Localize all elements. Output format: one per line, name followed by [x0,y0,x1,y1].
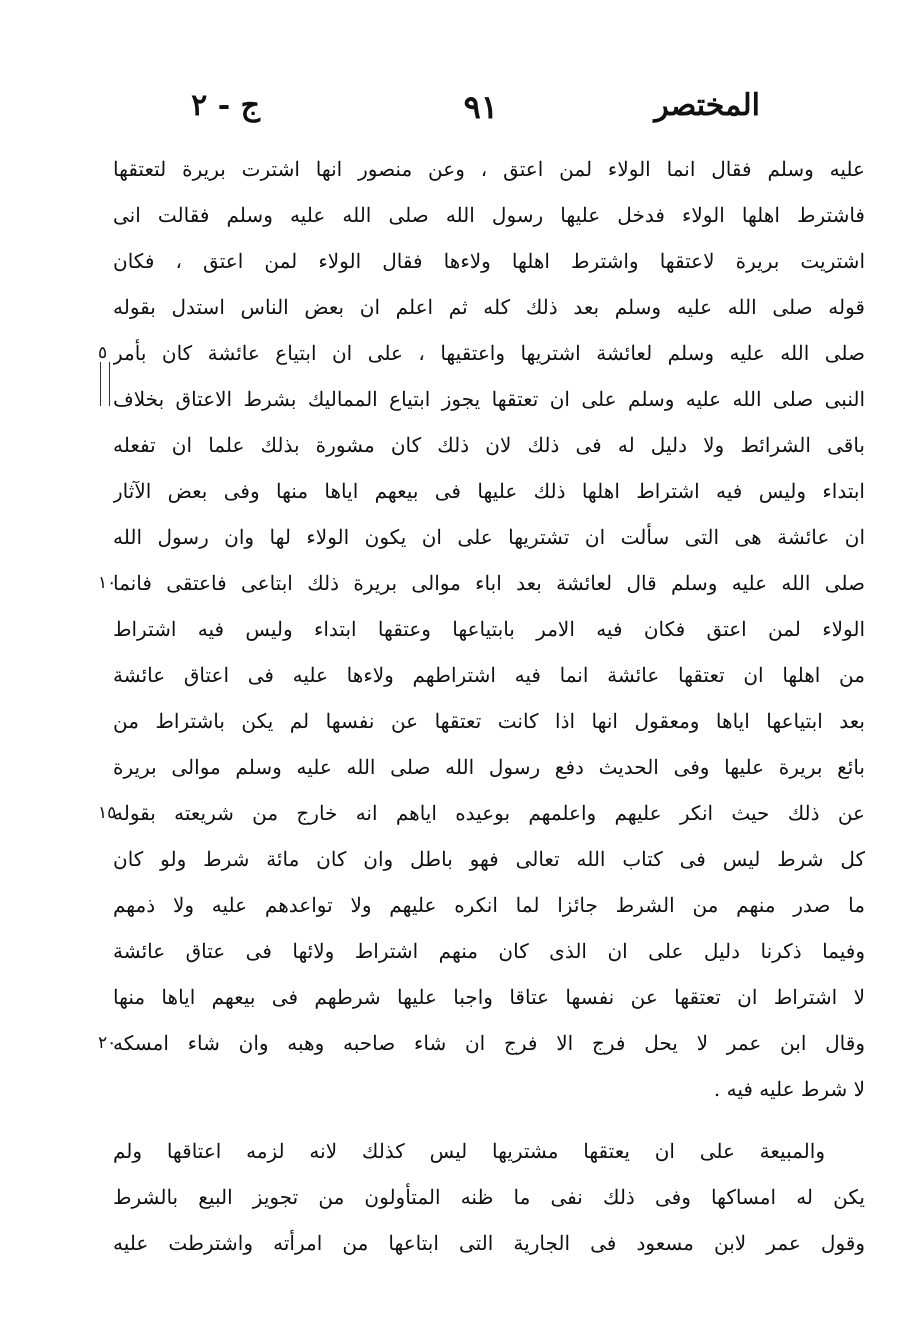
text-line: لا شرط عليه فيه . [713,1077,865,1101]
page-number: ٩١ [463,88,498,126]
line-number: ١٥ [98,803,117,823]
text-line: الولاء لمن اعتق فكان فيه الامر بابتياعها وعتقها ابتداء وليس فيه اشتراط [113,617,865,641]
volume-label: ج - ٢ [191,88,260,123]
text-line: النبى صلى الله عليه وسلم على ان تعتقها يجوز ابتياع المماليك بشرط الاعتاق بخلاف [113,387,865,411]
text-line: وفيما ذكرنا دليل على ان الذى كان منهم اشتراط ولائها فى عتاق عائشة [113,939,865,963]
text-line: عليه وسلم فقال انما الولاء لمن اعتق ، وعن منصور انها اشترت بريرة لتعتقها [113,157,865,181]
text-line: قوله صلى الله عليه وسلم بعد ذلك كله ثم اعلم ان بعض الناس استدل بقوله [113,295,865,319]
text-line: كل شرط ليس فى كتاب الله تعالى فهو باطل وان كان مائة شرط ولو كان [113,847,865,871]
text-line: والمبيعة على ان يعتقها مشتريها ليس كذلك لانه لزمه اعتاقها ولم [113,1139,825,1163]
line-number: ١٠ [98,573,117,593]
main-text [113,146,865,1266]
text-line: ان عائشة هى التى سألت ان تشتريها على ان يكون الولاء لها وان رسول الله [113,525,865,549]
text-line: عن ذلك حيث انكر عليهم واعلمهم بوعيده اياهم انه خارج من شريعته بقوله [113,801,865,825]
text-line: ما صدر منهم من الشرط جائزا لما انكره عليهم ولا تواعدهم عليه ولا ذمهم [113,893,865,917]
text-line: اشتريت بريرة لاعتقها واشترط اهلها ولاءها فقال الولاء لمن اعتق ، فكان [113,249,865,273]
margin-mark [100,362,110,406]
text-line: وقول عمر لابن مسعود فى الجارية التى ابتاعها من امرأته واشترطت عليه [113,1231,865,1255]
text-line: صلى الله عليه وسلم قال لعائشة بعد اباء موالى بريرة ذلك ابتاعى فاعتقى فانما [113,571,865,595]
line-number: ٥ [98,343,108,363]
text-line: بائع بريرة عليها وفى الحديث دفع رسول الله صلى الله عليه وسلم موالى بريرة [113,755,865,779]
line-number: ٢٠ [98,1033,117,1053]
page-header [160,88,760,138]
text-line: صلى الله عليه وسلم لعائشة اشتريها واعتقيها ، على ان ابتياع عائشة كان بأمر [113,341,865,365]
text-line: يكن له امساكها وفى ذلك نفى ما ظنه المتأولون من تجويز البيع بالشرط [113,1185,865,1209]
text-line: وقال ابن عمر لا يحل فرج الا فرج ان شاء صاحبه وهبه وان شاء امسكه [113,1031,865,1055]
paragraph-gap [113,1112,865,1128]
text-line: من اهلها ان تعتقها عائشة انما فيه اشتراطهم ولاءها عليه فى اعتاق عائشة [113,663,865,687]
text-line: باقى الشرائط ولا دليل له فى ذلك لان ذلك كان مشورة بذلك علما ان تفعله [113,433,865,457]
text-line: بعد ابتياعها اياها ومعقول انها اذا كانت تعتقها عن نفسها لم يكن باشتراط من [113,709,865,733]
text-line: فاشترط اهلها الولاء فدخل عليها رسول الله صلى الله عليه وسلم فقالت انى [113,203,865,227]
text-line: ابتداء وليس فيه اشتراط اهلها ذلك عليها فى بيعهم اياها منها وفى بعض الآثار [113,479,865,503]
book-title: المختصر [654,88,760,123]
text-line: لا اشتراط ان تعتقها عن نفسها عتاقا واجبا عليها شرطهم فى بيعهم اياها منها [113,985,865,1009]
